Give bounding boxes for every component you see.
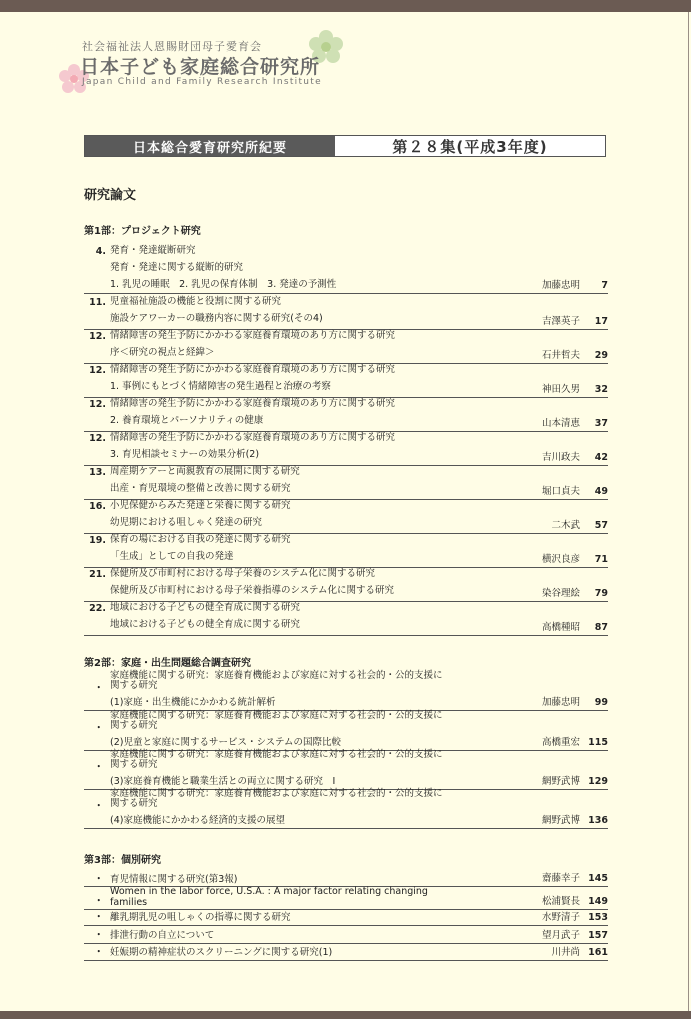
article-page: 42 bbox=[594, 452, 608, 463]
article-title-cont: families bbox=[110, 897, 148, 908]
article-subtitle-detail: 1. 乳児の睡眠 2. 乳児の保育体制 3. 発達の予測性 bbox=[110, 279, 337, 290]
article-title: 排泄行動の自立について bbox=[110, 930, 215, 941]
article-page: 29 bbox=[594, 350, 608, 361]
article-project-title: 情緒障害の発生予防にかかわる家庭養育環境のあり方に関する研究 bbox=[110, 398, 396, 409]
article-entry bbox=[84, 568, 608, 602]
article-page: 32 bbox=[594, 384, 608, 395]
article-project-title: 情緒障害の発生予防にかかわる家庭養育環境のあり方に関する研究 bbox=[110, 330, 396, 341]
article-subtitle: 「生成」としての自我の発達 bbox=[110, 551, 234, 562]
article-project-title: 情緒障害の発生予防にかかわる家庭養育環境のあり方に関する研究 bbox=[110, 432, 396, 443]
article-page: 57 bbox=[594, 520, 608, 531]
article-project-title: 保育の場における自我の発達に関する研究 bbox=[110, 534, 291, 545]
article-author: 加藤忠明 bbox=[541, 280, 580, 291]
article-subtitle: 3. 育児相談セミナーの効果分析(2) bbox=[110, 449, 260, 460]
article-title: Women in the labor force, U.S.A. : A major factor relating changing bbox=[110, 886, 428, 897]
article-author: 堀口貞夫 bbox=[541, 486, 580, 497]
article-author: 望月武子 bbox=[541, 930, 580, 941]
part2-heading: 第2部：家庭・出生問題総合調査研究 bbox=[84, 658, 251, 669]
organization-name: 社会福祉法人恩賜財団母子愛育会 bbox=[82, 40, 262, 53]
article-page: 49 bbox=[594, 486, 608, 497]
frame-edge bbox=[688, 12, 689, 1011]
article-subtitle: (2)児童と家庭に関するサービス・システムの国際比較 bbox=[110, 737, 342, 748]
bullet-icon: ・ bbox=[94, 930, 104, 941]
article-title: 育児情報に関する研究(第3報) bbox=[110, 874, 238, 885]
bullet-icon: ・ bbox=[94, 683, 104, 694]
article-number: 13. bbox=[89, 467, 106, 478]
article-author: 松浦賢長 bbox=[541, 896, 580, 907]
article-title-cont: 関する研究 bbox=[110, 720, 158, 731]
article-title: 離乳期乳児の咀しゃくの指導に関する研究 bbox=[110, 912, 291, 923]
article-page: 99 bbox=[594, 697, 608, 708]
article-subtitle: 地域における子どもの健全育成に関する研究 bbox=[110, 619, 301, 630]
article-title: 家庭機能に関する研究：家庭養育機能および家庭に対する社会的・公的支援に bbox=[110, 749, 443, 760]
article-entry bbox=[84, 750, 608, 790]
article-subtitle: 発育・発達に関する縦断的研究 bbox=[110, 262, 244, 273]
article-entry bbox=[84, 886, 608, 910]
article-entry bbox=[84, 602, 608, 636]
article-entry bbox=[84, 789, 608, 829]
article-project-title: 小児保健からみた発達と栄養に関する研究 bbox=[110, 500, 291, 511]
part3-heading: 第3部：個別研究 bbox=[84, 855, 161, 866]
article-title-cont: 関する研究 bbox=[110, 680, 158, 691]
article-number: 16. bbox=[89, 501, 106, 512]
journal-title: 日本総合愛育研究所紀要 bbox=[85, 136, 335, 156]
institute-name-jp: 日本子ども家庭総合研究所 bbox=[80, 56, 321, 78]
article-subtitle: 出産・育児環境の整備と改善に関する研究 bbox=[110, 483, 291, 494]
volume-label: 第２８集(平成3年度) bbox=[335, 136, 605, 156]
article-author: 吉澤英子 bbox=[541, 316, 580, 327]
article-project-title: 地域における子どもの健全育成に関する研究 bbox=[110, 602, 301, 613]
article-number: 12. bbox=[89, 331, 106, 342]
article-title: 家庭機能に関する研究：家庭養育機能および家庭に対する社会的・公的支援に bbox=[110, 710, 443, 721]
article-author: 石井哲夫 bbox=[541, 350, 580, 361]
article-page: 115 bbox=[588, 737, 608, 748]
journal-title-bar bbox=[84, 135, 606, 157]
article-entry bbox=[84, 671, 608, 711]
article-number: 22. bbox=[89, 603, 106, 614]
article-entry bbox=[84, 873, 608, 887]
article-page: 136 bbox=[588, 815, 608, 826]
article-number: 12. bbox=[89, 399, 106, 410]
article-subtitle: (4)家庭機能にかかわる経済的支援の展望 bbox=[110, 815, 285, 826]
article-page: 37 bbox=[594, 418, 608, 429]
bullet-icon: ・ bbox=[94, 896, 104, 907]
bullet-icon: ・ bbox=[94, 947, 104, 958]
article-entry bbox=[84, 929, 608, 944]
article-page: 87 bbox=[594, 622, 608, 633]
article-subtitle: 保健所及び市町村における母子栄養指導のシステム化に関する研究 bbox=[110, 585, 395, 596]
article-subtitle: 幼児期における咀しゃく発達の研究 bbox=[110, 517, 263, 528]
article-entry bbox=[84, 911, 608, 926]
article-subtitle: (3)家庭養育機能と職業生活との両立に関する研究 I bbox=[110, 776, 336, 787]
article-author: 川井尚 bbox=[551, 947, 580, 958]
article-entry bbox=[84, 245, 608, 294]
article-title-cont: 関する研究 bbox=[110, 759, 158, 770]
article-entry bbox=[84, 432, 608, 466]
article-title: 家庭機能に関する研究：家庭養育機能および家庭に対する社会的・公的支援に bbox=[110, 670, 443, 681]
article-entry bbox=[84, 500, 608, 534]
article-author: 水野清子 bbox=[541, 912, 580, 923]
bullet-icon: ・ bbox=[94, 801, 104, 812]
article-entry bbox=[84, 711, 608, 751]
article-author: 神田久男 bbox=[541, 384, 580, 395]
article-author: 加藤忠明 bbox=[541, 697, 580, 708]
article-page: 161 bbox=[588, 947, 608, 958]
article-page: 153 bbox=[588, 912, 608, 923]
article-page: 17 bbox=[594, 316, 608, 327]
article-subtitle: 序＜研究の視点と経緯＞ bbox=[110, 347, 215, 358]
article-title-cont: 関する研究 bbox=[110, 798, 158, 809]
article-page: 7 bbox=[601, 280, 608, 291]
article-project-title: 発育・発達縦断研究 bbox=[110, 245, 196, 256]
article-number: 4. bbox=[95, 246, 106, 257]
article-author: 横沢良彦 bbox=[541, 554, 580, 565]
article-page: 149 bbox=[588, 896, 608, 907]
article-author: 山本清恵 bbox=[541, 418, 580, 429]
article-entry bbox=[84, 534, 608, 568]
article-title: 家庭機能に関する研究：家庭養育機能および家庭に対する社会的・公的支援に bbox=[110, 788, 443, 799]
article-project-title: 情緒障害の発生予防にかかわる家庭養育環境のあり方に関する研究 bbox=[110, 364, 396, 375]
article-title: 妊娠期の精神症状のスクリーニングに関する研究(1) bbox=[110, 947, 333, 958]
article-page: 145 bbox=[588, 873, 608, 884]
article-number: 19. bbox=[89, 535, 106, 546]
bullet-icon: ・ bbox=[94, 912, 104, 923]
article-page: 129 bbox=[588, 776, 608, 787]
article-number: 11. bbox=[89, 297, 106, 308]
article-page: 157 bbox=[588, 930, 608, 941]
article-subtitle: 施設ケアワーカーの職務内容に関する研究(その4) bbox=[110, 313, 323, 324]
bullet-icon: ・ bbox=[94, 874, 104, 885]
section-title: 研究論文 bbox=[84, 188, 137, 203]
bullet-icon: ・ bbox=[94, 723, 104, 734]
article-project-title: 保健所及び市町村における母子栄養のシステム化に関する研究 bbox=[110, 568, 376, 579]
article-author: 齋藤幸子 bbox=[541, 873, 580, 884]
article-subtitle: 1. 事例にもとづく情緒障害の発生過程と治療の考察 bbox=[110, 381, 331, 392]
article-author: 網野武博 bbox=[541, 815, 580, 826]
article-number: 12. bbox=[89, 433, 106, 444]
article-author: 二木武 bbox=[551, 520, 580, 531]
article-number: 21. bbox=[89, 569, 106, 580]
article-entry bbox=[84, 296, 608, 330]
bullet-icon: ・ bbox=[94, 762, 104, 773]
article-author: 染谷理絵 bbox=[541, 588, 580, 599]
article-entry bbox=[84, 364, 608, 398]
article-project-title: 児童福祉施設の機能と役割に関する研究 bbox=[110, 296, 282, 307]
article-subtitle: (1)家庭・出生機能にかかわる統計解析 bbox=[110, 697, 276, 708]
article-number: 12. bbox=[89, 365, 106, 376]
article-entry bbox=[84, 466, 608, 500]
article-page: 71 bbox=[594, 554, 608, 565]
article-project-title: 周産期ケアーと両親教育の展開に関する研究 bbox=[110, 466, 300, 477]
article-entry bbox=[84, 398, 608, 432]
article-entry bbox=[84, 946, 608, 961]
part1-heading: 第1部：プロジェクト研究 bbox=[84, 226, 201, 237]
top-bar bbox=[0, 0, 691, 12]
article-author: 吉川政夫 bbox=[541, 452, 580, 463]
article-entry bbox=[84, 330, 608, 364]
article-page: 79 bbox=[594, 588, 608, 599]
article-subtitle: 2. 養育環境とパーソナリティの健康 bbox=[110, 415, 264, 426]
bottom-bar bbox=[0, 1011, 691, 1019]
article-author: 高橋重宏 bbox=[541, 737, 580, 748]
article-author: 網野武博 bbox=[541, 776, 580, 787]
article-author: 高橋種昭 bbox=[541, 622, 580, 633]
institute-name-en: Japan Child and Family Research Institute bbox=[82, 77, 322, 87]
